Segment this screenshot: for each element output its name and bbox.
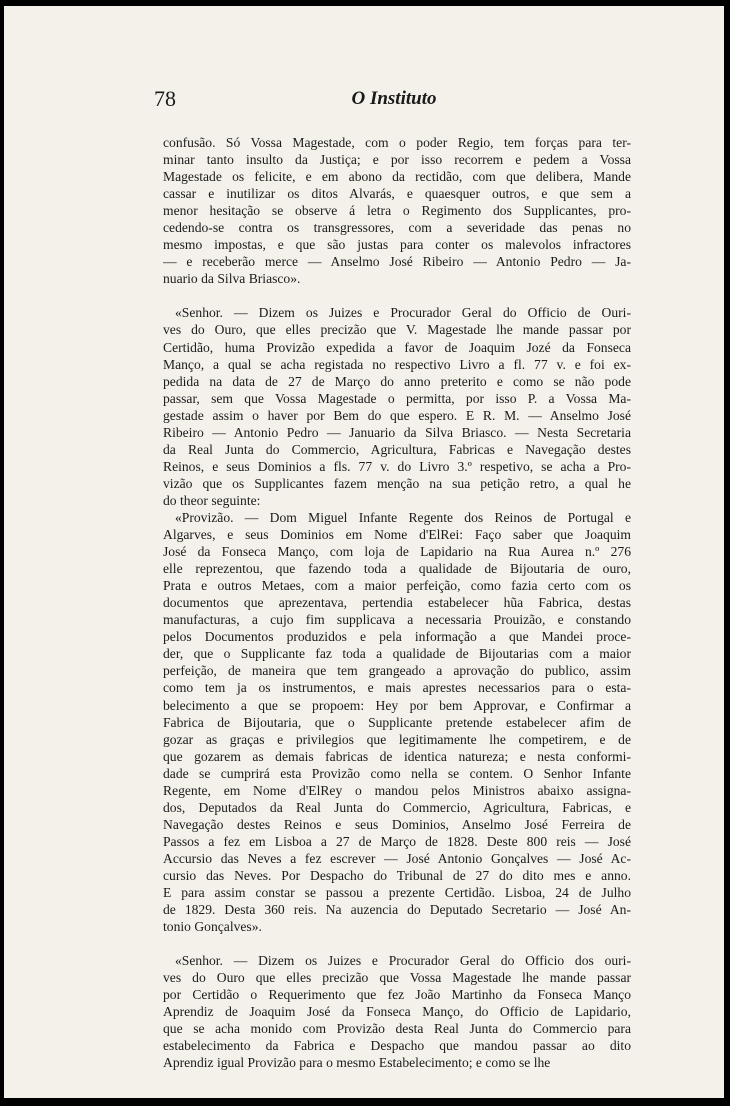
text-line: elle reprezentou, que fazendo toda a qualidade de Bijoutaria de ouro, — [163, 561, 631, 577]
page-header — [154, 86, 634, 116]
text-line: «Senhor. — Dizem os Juizes e Procurador Geral do Officio de Ouri- — [175, 305, 631, 321]
paragraph — [163, 134, 631, 287]
text-line: nuario da Silva Briasco». — [163, 271, 301, 287]
text-line: menor hesitação se observe á letra o Regimento dos Supplicantes, pro- — [163, 203, 631, 219]
text-line: Magestade os felicite, e em abono da rectidão, com que delibera, Mande — [163, 169, 631, 185]
text-line: «Senhor. — Dizem os Juizes e Procurador Geral do Officio dos ouri- — [175, 953, 631, 969]
paragraph — [163, 952, 631, 1071]
text-line: Algarves, e seus Dominios em Nome d'ElRei: Faço saber que Joaquim — [163, 527, 631, 543]
text-line: documentos que aprezentava, pertendia estabelecer hũa Fabrica, destas — [163, 595, 631, 611]
text-line: der, que o Supplicante faz toda a qualidade de Bijoutarias com a maior — [163, 646, 631, 662]
text-line: que se acha monido com Provizão desta Real Junta do Commercio para — [163, 1021, 631, 1037]
text-line: Aprendiz igual Provizão para o mesmo Estabelecimento; e como se lhe — [163, 1055, 551, 1071]
text-line: gestade assim o haver por Bem do que espero. E R. M. — Anselmo José — [163, 407, 631, 423]
text-line: Reinos, e seus Dominios a fls. 77 v. do Livro 3.º respetivo, se acha a Pro- — [163, 458, 631, 474]
body-text — [163, 134, 631, 1071]
text-line: minar tanto insulto da Justiça; e por isso recorrem e pedem a Vossa — [163, 152, 631, 168]
text-line: Ribeiro — Antonio Pedro — Januario da Silva Briasco. — Nesta Secretaria — [163, 424, 631, 440]
text-line: ves do Ouro que elles precizão que Vossa Magestade lhe mande passar — [163, 970, 631, 986]
text-line: por Certidão o Requerimento que fez João Martinho da Fonseca Manço — [163, 987, 631, 1003]
running-title: O Instituto — [351, 88, 437, 109]
text-line: cassar e inutilizar os ditos Alvarás, e quaesquer outros, e que sem a — [163, 186, 631, 202]
document-page — [4, 6, 724, 1098]
text-line: Regente, em Nome d'ElRey o mandou pelos Ministros abaixo assigna- — [163, 782, 631, 798]
text-line: Accursio das Neves a fez escrever — José Antonio Gonçalves — José Ac- — [163, 850, 631, 866]
paragraph-gap — [163, 287, 631, 304]
text-line: manufacturas, a cujo fim supplicava a necessaria Prouizão, e constando — [163, 612, 631, 628]
text-line: pelos Documentos produzidos e pela informação a que Mandei proce- — [163, 629, 631, 645]
text-line: Passos a fez em Lisboa a 27 de Março de 1828. Deste 800 reis — José — [163, 833, 631, 849]
text-line: estabelecimento da Fabrica e Despacho que mandou passar ao dito — [163, 1038, 631, 1054]
text-line: da Real Junta do Commercio, Agricultura, Fabricas e Navegação destes — [163, 441, 631, 457]
text-line: Certidão, huma Provizão expedida a favor de Joaquim Jozé da Fonseca — [163, 339, 631, 355]
text-line: cursio das Neves. Por Despacho do Tribunal de 27 do dito mes e anno. — [163, 867, 631, 883]
text-line: perfeição, de maneira que tem grangeado a aprovação do publico, assim — [163, 663, 631, 679]
text-line: dos, Deputados da Real Junta do Commercio, Agricultura, Fabricas, e — [163, 799, 631, 815]
text-line: pedida na data de 27 de Março do anno preterito e como se não pode — [163, 373, 631, 389]
text-line: ves do Ouro, que elles precizão que V. Magestade lhe mande passar por — [163, 322, 631, 338]
text-line: mesmo impostas, e que são justas para conter os malevolos infractores — [163, 237, 631, 253]
text-line: belecimento a que se propoem: Hey por bem Approvar, e Confirmar a — [163, 697, 631, 713]
text-line: de 1829. Desta 360 reis. Na auzencia do Deputado Secretario — José An- — [163, 902, 631, 918]
paragraph — [163, 509, 631, 935]
text-line: do theor seguinte: — [163, 492, 261, 508]
paragraph — [163, 304, 631, 509]
text-line: Manço, a qual se acha registada no respectivo Livro a fl. 77 v. e foi ex- — [163, 356, 631, 372]
text-line: José da Fonseca Manço, com loja de Lapidario na Rua Aurea n.º 276 — [163, 544, 631, 560]
text-line: cedendo-se contra os transgressores, com a severidade das penas no — [163, 220, 631, 236]
text-line: confusão. Só Vossa Magestade, com o poder Regio, tem forças para ter- — [163, 135, 631, 150]
text-line: «Provizão. — Dom Miguel Infante Regente dos Reinos de Portugal e — [175, 509, 631, 525]
text-line: passar, sem que Vossa Magestade o permitta, por isso P. a Vossa Ma- — [163, 390, 631, 406]
text-line: Aprendiz de Joaquim José da Fonseca Manço, do Officio de Lapidario, — [163, 1004, 631, 1020]
text-line: Navegação destes Reinos e seus Dominios, Anselmo José Ferreira de — [163, 816, 631, 832]
text-line: tonio Gonçalves». — [163, 919, 262, 935]
paragraph-gap — [163, 935, 631, 952]
text-line: Fabrica de Bijoutaria, que o Supplicante pretende estabelecer afim de — [163, 714, 631, 730]
text-line: vizão que os Supplicantes fazem menção na sua petição retro, a qual he — [163, 475, 631, 491]
page-number: 78 — [154, 86, 176, 111]
text-line: E para assim constar se passou a prezente Certidão. Lisboa, 24 de Julho — [163, 885, 631, 901]
text-line: como tem ja os instrumentos, e mais aprestes necessarios para o esta- — [163, 680, 631, 696]
text-line: gozar as graças e privilegios que legitimamente lhe competirem, e de — [163, 731, 631, 747]
text-line: que gozarem as demais fabricas de identica natureza; e nesta conformi- — [163, 748, 631, 764]
text-line: dade se cumprirá esta Provizão como nella se contem. O Senhor Infante — [163, 765, 631, 781]
text-line: Prata e outros Metaes, com a maior perfeição, como fazia certo com os — [163, 578, 631, 594]
text-line: — e receberão merce — Anselmo José Ribeiro — Antonio Pedro — Ja- — [163, 254, 631, 270]
